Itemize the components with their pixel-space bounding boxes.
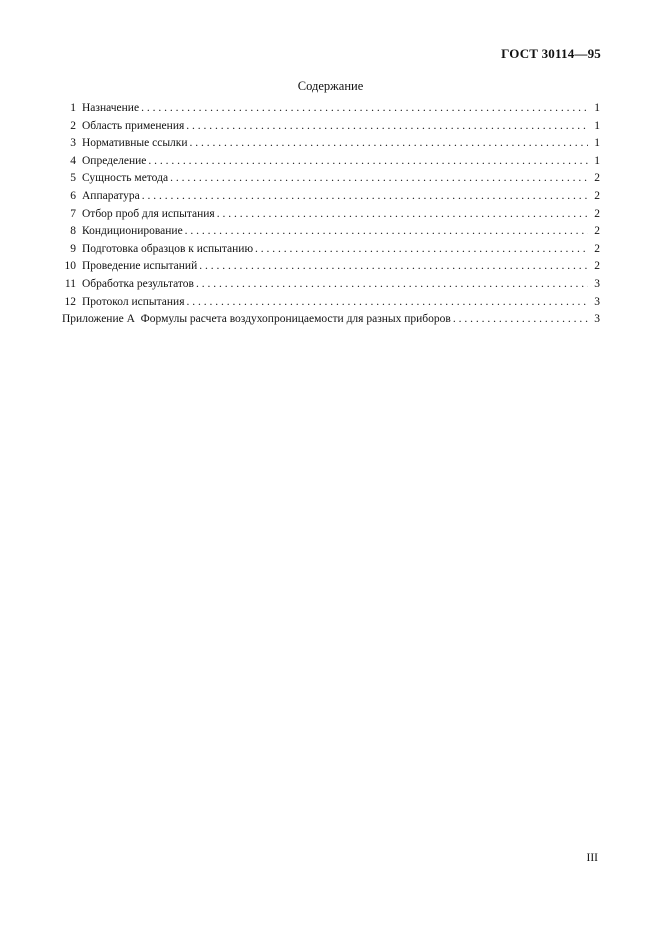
toc-item: [62, 296, 600, 314]
toc-item-number: 3: [70, 137, 76, 150]
toc-item-page: 2: [594, 260, 600, 273]
toc-leader-dots: [186, 120, 588, 132]
toc-item-page: 1: [594, 137, 600, 150]
toc-leader-dots: [185, 225, 588, 237]
toc-item-title: Подготовка образцов к испытанию: [82, 242, 254, 255]
toc-item-title: Проведение испытаний: [82, 260, 198, 273]
toc-item-title: Кондиционирование: [82, 225, 183, 238]
toc-item-page: 2: [594, 225, 600, 238]
toc-item-number: 2: [70, 119, 76, 132]
toc-item: [62, 172, 600, 190]
toc-item-number: 1: [70, 102, 76, 114]
toc-item-page: 1: [594, 154, 600, 167]
toc-item-number: 6: [70, 189, 76, 202]
toc-item: [62, 102, 600, 120]
toc-leader-dots: [187, 296, 588, 308]
toc-item-title: Нормативные ссылки: [82, 137, 188, 150]
toc-item-number: 11: [64, 277, 76, 290]
toc-item-title: Аппаратура: [82, 189, 140, 202]
toc-item-title: Приложение А Формулы расчета воздухопроницаемости для разных приборов: [62, 313, 451, 326]
toc-leader-dots: [141, 102, 588, 114]
toc-item-number: 5: [70, 172, 76, 185]
toc-item-number: 4: [70, 154, 76, 167]
toc-title: Содержание: [297, 79, 364, 93]
toc-item-page: 2: [594, 189, 600, 202]
toc-item-title: Область применения: [82, 119, 185, 132]
page-number: III: [586, 852, 598, 864]
toc-item-page: 3: [594, 277, 600, 290]
toc-item-title: Отбор проб для испытания: [82, 207, 215, 220]
toc-item-number: 9: [70, 242, 76, 255]
toc-item-title: Протокол испытания: [82, 295, 185, 308]
toc-item-title: Назначение: [82, 102, 140, 114]
toc-item-page: 3: [594, 295, 600, 308]
toc-list: [62, 102, 600, 331]
toc-item: [62, 155, 600, 173]
toc-item-title: Сущность метода: [82, 172, 169, 185]
toc-item-number: 10: [64, 260, 76, 273]
toc-item-title: Определение: [82, 154, 147, 167]
toc-item: [62, 190, 600, 208]
toc-item: [62, 278, 600, 296]
toc-item-page: 3: [594, 313, 600, 326]
toc-leader-dots: [199, 260, 588, 272]
toc-leader-dots: [217, 208, 588, 220]
toc-leader-dots: [196, 278, 588, 290]
document-code: ГОСТ 30114—95: [501, 46, 601, 61]
toc-item-page: 1: [594, 102, 600, 114]
toc-item-page: 2: [594, 242, 600, 255]
toc-leader-dots: [148, 155, 588, 167]
toc-item-number: 12: [64, 295, 76, 308]
toc-item-number: 7: [70, 207, 76, 220]
toc-item: [62, 243, 600, 261]
toc-item: [62, 137, 600, 155]
toc-appendix-item: [62, 313, 600, 331]
toc-item-page: 1: [594, 119, 600, 132]
toc-leader-dots: [453, 313, 588, 325]
toc-item-page: 2: [594, 172, 600, 185]
toc-leader-dots: [255, 243, 588, 255]
toc-item: [62, 120, 600, 138]
toc-item-title: Обработка результатов: [82, 277, 194, 290]
toc-leader-dots: [142, 190, 588, 202]
toc-item-number: 8: [70, 225, 76, 238]
toc-leader-dots: [190, 137, 588, 149]
toc-item: [62, 260, 600, 278]
toc-leader-dots: [170, 172, 588, 184]
toc-item-page: 2: [594, 207, 600, 220]
toc-item: [62, 225, 600, 243]
toc-item: [62, 208, 600, 226]
